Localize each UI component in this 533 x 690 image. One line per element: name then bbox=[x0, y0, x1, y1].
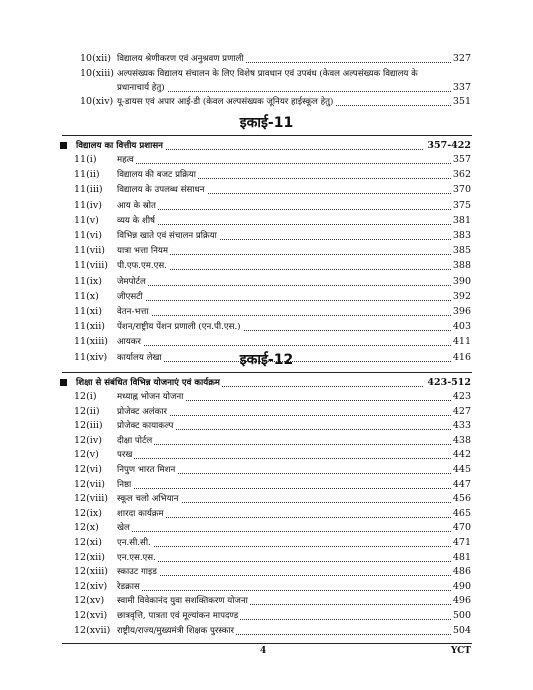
entry-number: 12(ii) bbox=[74, 406, 100, 417]
toc-entry[interactable] bbox=[0, 521, 533, 535]
entry-page-number: 337 bbox=[452, 82, 471, 93]
entry-title: महत्व bbox=[117, 155, 134, 165]
dot-leader bbox=[117, 345, 453, 346]
toc-entry[interactable] bbox=[0, 305, 533, 319]
entry-number: 11(ii) bbox=[74, 169, 100, 180]
entry-number: 11(xii) bbox=[74, 321, 105, 332]
entry-title: स्वामी विवेकानंद युवा सशक्तिकरण योजना bbox=[117, 596, 248, 606]
dot-leader bbox=[117, 91, 453, 92]
toc-entry[interactable] bbox=[0, 81, 533, 95]
entry-title: आय के स्रोत bbox=[117, 201, 156, 211]
entry-number: 10(xiv) bbox=[80, 96, 114, 107]
toc-entry[interactable] bbox=[0, 594, 533, 608]
toc-entry[interactable] bbox=[0, 580, 533, 594]
toc-entry[interactable] bbox=[0, 536, 533, 550]
footer-divider bbox=[62, 643, 472, 644]
entry-title: विद्यालय के उपलब्ध संसाधन bbox=[117, 185, 205, 195]
entry-page-number: 456 bbox=[452, 493, 471, 504]
entry-page-number: 396 bbox=[452, 306, 471, 317]
entry-number: 12(xvi) bbox=[74, 610, 108, 621]
entry-title: राष्ट्रीय/राज्य/मुख्यमंत्री शिक्षक पुरस्कार bbox=[117, 626, 235, 636]
entry-title: शारदा कार्यक्रम bbox=[117, 509, 164, 519]
toc-entry[interactable] bbox=[0, 390, 533, 404]
toc-entry[interactable] bbox=[0, 290, 533, 304]
entry-number: 12(v) bbox=[74, 449, 99, 460]
entry-page-number: 351 bbox=[452, 96, 471, 107]
square-bullet-icon bbox=[60, 142, 67, 149]
toc-entry[interactable] bbox=[0, 199, 533, 213]
entry-number: 11(x) bbox=[74, 291, 99, 302]
entry-number: 12(xii) bbox=[74, 552, 105, 563]
entry-title: प्रोजेक्ट अलंकार bbox=[117, 407, 167, 417]
entry-title: विद्यालय की बजट प्रक्रिया bbox=[117, 170, 197, 180]
entry-title: वेतन-भत्ता bbox=[117, 307, 149, 317]
entry-title: प्रोजेक्ट कायाकल्प bbox=[117, 421, 174, 431]
toc-entry[interactable] bbox=[0, 275, 533, 289]
entry-title: एन.सी.सी. bbox=[117, 538, 151, 548]
entry-number: 12(iii) bbox=[74, 420, 103, 431]
entry-page-number: 411 bbox=[452, 336, 471, 347]
entry-title: स्कूल चलो अभियान bbox=[117, 494, 179, 504]
entry-number: 11(iii) bbox=[74, 184, 103, 195]
dot-leader bbox=[117, 590, 453, 591]
entry-title: जेमपोर्टल bbox=[117, 277, 146, 287]
entry-page-number: 504 bbox=[452, 625, 471, 636]
dot-leader bbox=[117, 546, 453, 547]
dot-leader bbox=[117, 209, 453, 210]
toc-entry[interactable] bbox=[0, 52, 533, 66]
toc-entry[interactable] bbox=[0, 320, 533, 334]
entry-number: 12(viii) bbox=[74, 493, 108, 504]
entry-number: 12(xi) bbox=[74, 537, 102, 548]
dot-leader bbox=[117, 531, 453, 532]
entry-title: परख bbox=[117, 450, 133, 460]
toc-entry[interactable] bbox=[0, 168, 533, 182]
dot-leader bbox=[117, 444, 453, 445]
dot-leader bbox=[117, 458, 453, 459]
entry-number: 12(i) bbox=[74, 391, 97, 402]
entry-title: खेल bbox=[117, 523, 130, 533]
toc-entry[interactable] bbox=[0, 463, 533, 477]
entry-number: 12(ix) bbox=[74, 508, 102, 519]
toc-entry[interactable] bbox=[0, 492, 533, 506]
entry-number: 12(xvii) bbox=[74, 625, 111, 636]
entry-title: प्रधानाचार्य हेतु) bbox=[117, 83, 165, 93]
section-page-range: 357-422 bbox=[427, 140, 471, 151]
entry-page-number: 327 bbox=[452, 53, 471, 64]
section-page-range: 423-512 bbox=[427, 377, 471, 388]
toc-entry[interactable] bbox=[0, 419, 533, 433]
entry-number: 11(ix) bbox=[74, 276, 102, 287]
entry-page-number: 388 bbox=[452, 260, 471, 271]
toc-entry[interactable] bbox=[0, 565, 533, 579]
footer-page-number: 4 bbox=[260, 646, 267, 656]
entry-title: विभिन्न खाते एवं संचालन प्रक्रिया bbox=[117, 231, 217, 241]
entry-number: 11(vi) bbox=[74, 230, 102, 241]
toc-entry[interactable] bbox=[0, 478, 533, 492]
dot-leader bbox=[117, 517, 453, 518]
square-bullet-icon bbox=[60, 379, 67, 386]
entry-title: व्यय के शीर्ष bbox=[117, 216, 156, 226]
entry-title: यू-डायस एवं अपार आई-डी (केवल अल्पसंख्यक जूनियर हाईस्कूल हेतु) bbox=[117, 97, 334, 107]
dot-leader bbox=[117, 488, 453, 489]
entry-page-number: 375 bbox=[452, 200, 471, 211]
entry-title: विद्यालय श्रेणीकरण एवं अनुश्रवण प्रणाली bbox=[117, 54, 244, 64]
entry-page-number: 496 bbox=[452, 595, 471, 606]
entry-number: 12(iv) bbox=[74, 435, 102, 446]
footer-brand: YCT bbox=[450, 646, 471, 656]
entry-page-number: 486 bbox=[452, 566, 471, 577]
entry-number: 10(xiii) bbox=[80, 68, 114, 79]
entry-title: पेंशन/राष्ट्रीय पेंशन प्रणाली (एन.पी.एस.) bbox=[117, 322, 241, 332]
toc-entry[interactable] bbox=[0, 405, 533, 419]
section-title: विद्यालय का वित्तीय प्रशासन bbox=[76, 141, 163, 151]
entry-title: जीएसटी bbox=[117, 292, 143, 302]
entry-page-number: 416 bbox=[452, 352, 471, 363]
toc-entry[interactable] bbox=[0, 448, 533, 462]
toc-entry[interactable] bbox=[0, 551, 533, 565]
entry-page-number: 490 bbox=[452, 581, 471, 592]
entry-number: 12(xiii) bbox=[74, 566, 108, 577]
entry-page-number: 370 bbox=[452, 184, 471, 195]
entry-number: 11(xiii) bbox=[74, 336, 108, 347]
entry-title: रेडक्रास bbox=[117, 582, 140, 592]
entry-number: 12(xiv) bbox=[74, 581, 108, 592]
toc-entry[interactable] bbox=[0, 153, 533, 167]
toc-entry[interactable] bbox=[0, 507, 533, 521]
dot-leader bbox=[117, 315, 453, 316]
entry-page-number: 362 bbox=[452, 169, 471, 180]
entry-title: स्काउट गाइड bbox=[117, 567, 157, 577]
toc-entry[interactable] bbox=[0, 434, 533, 448]
entry-number: 12(x) bbox=[74, 522, 99, 533]
entry-page-number: 357 bbox=[452, 154, 471, 165]
entry-title: निपुण भारत मिशन bbox=[117, 465, 176, 475]
entry-title: दीक्षा पोर्टल bbox=[117, 436, 153, 446]
section-title: शिक्षा से संबंधित विभिन्न योजनाएं एवं कार्यक्रम bbox=[76, 378, 220, 388]
entry-title: यात्रा भत्ता नियम bbox=[117, 246, 168, 256]
entry-number: 11(vii) bbox=[74, 245, 105, 256]
toc-entry[interactable] bbox=[0, 244, 533, 258]
entry-page-number: 385 bbox=[452, 245, 471, 256]
entry-page-number: 390 bbox=[452, 276, 471, 287]
entry-page-number: 381 bbox=[452, 215, 471, 226]
entry-number: 11(viii) bbox=[74, 260, 108, 271]
entry-title: अल्पसंख्यक विद्यालय संचालन के लिए विशेष प्रावधान एवं उपबंध (केवल अल्पसंख्यक विद्यालय के bbox=[117, 69, 418, 79]
entry-number: 12(xv) bbox=[74, 595, 105, 606]
entry-page-number: 481 bbox=[452, 552, 471, 563]
entry-title: कार्यालय लेखा bbox=[117, 353, 162, 363]
entry-page-number: 403 bbox=[452, 321, 471, 332]
unit-heading: इकाई-11 bbox=[239, 115, 294, 131]
entry-number: 11(iv) bbox=[74, 200, 102, 211]
entry-page-number: 470 bbox=[452, 522, 471, 533]
entry-page-number: 471 bbox=[452, 537, 471, 548]
toc-entry[interactable] bbox=[0, 624, 533, 638]
dot-leader bbox=[117, 224, 453, 225]
entry-page-number: 383 bbox=[452, 230, 471, 241]
entry-title: मध्याह्न भोजन योजना bbox=[117, 392, 184, 402]
entry-page-number: 500 bbox=[452, 610, 471, 621]
entry-title: निष्ठा bbox=[117, 480, 132, 490]
dot-leader bbox=[117, 285, 453, 286]
toc-entry[interactable] bbox=[0, 335, 533, 349]
entry-number: 11(v) bbox=[74, 215, 99, 226]
entry-number: 11(xiv) bbox=[74, 352, 108, 363]
toc-entry[interactable] bbox=[0, 183, 533, 197]
toc-entry[interactable] bbox=[0, 609, 533, 623]
entry-page-number: 465 bbox=[452, 508, 471, 519]
entry-page-number: 423 bbox=[452, 391, 471, 402]
toc-entry[interactable] bbox=[0, 67, 533, 81]
entry-page-number: 427 bbox=[452, 406, 471, 417]
entry-title: छात्रवृत्ति, पात्रता एवं मूल्यांकन मापदण्ड bbox=[117, 611, 239, 621]
entry-number: 10(xii) bbox=[80, 53, 111, 64]
entry-page-number: 433 bbox=[452, 420, 471, 431]
toc-entry[interactable] bbox=[0, 214, 533, 228]
toc-entry[interactable] bbox=[0, 95, 533, 109]
entry-title: पी.एफ.एम.एस. bbox=[117, 261, 167, 271]
entry-number: 11(i) bbox=[74, 154, 97, 165]
entry-title: आयकर bbox=[117, 337, 141, 347]
entry-number: 11(xi) bbox=[74, 306, 102, 317]
dot-leader bbox=[117, 575, 453, 576]
entry-page-number: 438 bbox=[452, 435, 471, 446]
entry-page-number: 447 bbox=[452, 479, 471, 490]
dot-leader bbox=[117, 561, 453, 562]
entry-number: 12(vii) bbox=[74, 479, 105, 490]
entry-number: 12(vi) bbox=[74, 464, 102, 475]
entry-page-number: 392 bbox=[452, 291, 471, 302]
entry-page-number: 442 bbox=[452, 449, 471, 460]
unit-heading: इकाई-12 bbox=[239, 352, 294, 368]
dot-leader bbox=[117, 300, 453, 301]
toc-entry[interactable] bbox=[0, 259, 533, 273]
toc-entry[interactable] bbox=[0, 229, 533, 243]
section-entry[interactable] bbox=[0, 139, 533, 153]
section-divider bbox=[62, 135, 472, 136]
section-entry[interactable] bbox=[0, 376, 533, 390]
entry-page-number: 445 bbox=[452, 464, 471, 475]
entry-title: एन.एस.एस. bbox=[117, 553, 156, 563]
dot-leader bbox=[117, 163, 453, 164]
section-divider bbox=[62, 372, 472, 373]
